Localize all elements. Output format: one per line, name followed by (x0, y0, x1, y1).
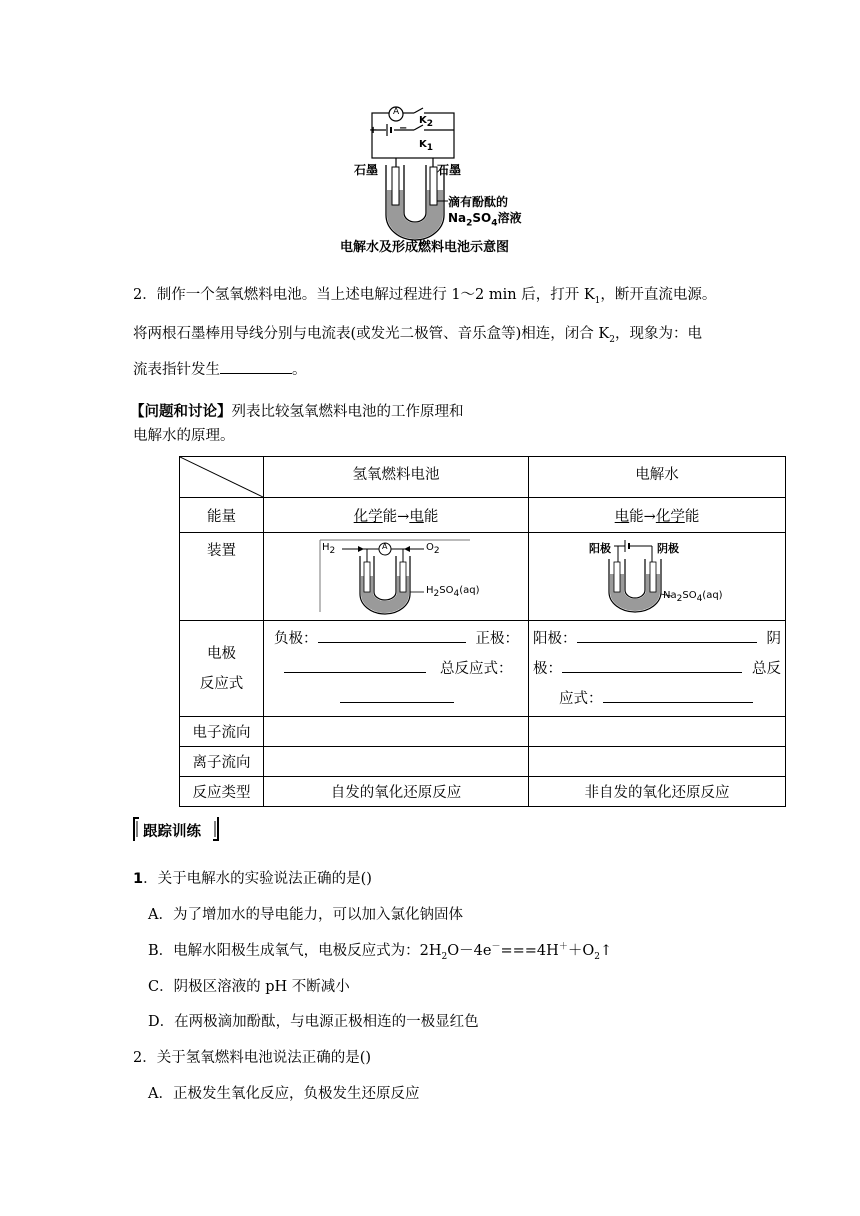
discussion-line2: 电解水的原理。 (133, 428, 235, 444)
table-row-ion (180, 747, 786, 777)
solution-label-1: 滴有酚酞的 (448, 195, 509, 209)
energy-electrolysis: 电能→化学能 (529, 498, 786, 533)
ion-electrolysis[interactable] (529, 747, 786, 777)
q1-option-c[interactable]: C．阴极区溶液的 pH 不断减小 (148, 979, 350, 995)
fuel-cell-figure (264, 534, 528, 620)
ion-fuel-cell[interactable] (264, 747, 529, 777)
el-anode-blank[interactable] (577, 628, 757, 643)
table-row-energy (180, 498, 786, 533)
cathode-label: 阴极 (657, 541, 679, 555)
switch-k1-label: $K_1$ (419, 139, 434, 153)
electrolysis-cell-figure (529, 534, 783, 620)
question-1: 1．关于电解水的实验说法正确的是() (133, 871, 372, 887)
fc-negative-blank[interactable] (318, 628, 466, 643)
solution-label-2: $Na_2SO_4$溶液 (448, 211, 522, 229)
step2-line1: 2．制作一个氢氧燃料电池。当上述电解过程进行 1～2 min 后，打开 $K_1$，断开直流电源。 (133, 287, 717, 306)
electrolysis-diagram (340, 105, 530, 255)
electrolysis-device (529, 533, 786, 621)
electrolysis-electrode-reactions: 阳极： 阴 极： 总反 应式： (529, 621, 786, 717)
table-row-device (180, 533, 786, 621)
q1-option-b[interactable]: B．电解水阳极生成氧气，电极反应式为：$2H_2O-4e^-===4H^++O_2↑$ (148, 942, 613, 962)
table-row-electron (180, 717, 786, 747)
ammeter-label: A (393, 107, 400, 117)
na2so4-label: $Na_2SO_4(aq)$ (663, 589, 723, 604)
el-cathode-blank[interactable] (562, 658, 742, 673)
q1-option-a[interactable]: A．为了增加水的导电能力，可以加入氯化钠固体 (148, 907, 463, 923)
question-2: 2．关于氢氧燃料电池说法正确的是() (133, 1050, 372, 1066)
row-label-device: 装置 (180, 533, 264, 621)
training-title: 跟踪训练 (143, 824, 201, 840)
header-electrolysis: 电解水 (529, 457, 786, 498)
left-electrode-label: 石墨 (354, 163, 379, 177)
question-1-text: ．关于电解水的实验说法正确的是() (143, 871, 372, 887)
fc-ammeter-label: A (382, 541, 388, 551)
table-row-type (180, 777, 786, 807)
row-label-electrode: 电极 反应式 (180, 621, 264, 717)
battery-minus: − (399, 123, 408, 134)
fc-positive-blank[interactable] (284, 658, 426, 673)
discussion-line1: 【问题和讨论】列表比较氢氧燃料电池的工作原理和 (130, 403, 464, 420)
row-label-energy: 能量 (180, 498, 264, 533)
row-label-type: 反应类型 (180, 777, 264, 807)
anode-label: 阳极 (589, 541, 611, 555)
h2so4-label: $H_2SO_4(aq)$ (426, 584, 480, 599)
table-header-row (180, 457, 786, 498)
h2-label: $H_2$ (322, 541, 336, 556)
diagonal-header-cell (180, 457, 264, 498)
answer-blank[interactable] (220, 359, 292, 374)
row-label-ion: 离子流向 (180, 747, 264, 777)
fuel-cell-electrode-reactions: 负极： 正极： 总反应式： (264, 621, 529, 717)
step2-line3: 流表指针发生 。 (133, 358, 307, 379)
electron-fuel-cell[interactable] (264, 717, 529, 747)
row-label-electron: 电子流向 (180, 717, 264, 747)
o2-label: $O_2$ (426, 541, 440, 556)
q2-option-a[interactable]: A．正极发生氧化反应，负极发生还原反应 (148, 1086, 420, 1102)
right-electrode-label: 石墨 (437, 163, 462, 177)
switch-k2-label: $K_2$ (419, 115, 434, 129)
comparison-table (179, 456, 786, 807)
electron-electrolysis[interactable] (529, 717, 786, 747)
type-electrolysis: 非自发的氧化还原反应 (529, 777, 786, 807)
training-title-box (131, 815, 221, 843)
table-row-electrode (180, 621, 786, 717)
battery-plus: + (369, 125, 378, 136)
el-total-blank[interactable] (603, 688, 753, 703)
q1-option-d[interactable]: D．在两极滴加酚酞，与电源正极相连的一极显红色 (148, 1014, 479, 1030)
header-fuel-cell: 氢氧燃料电池 (264, 457, 529, 498)
step2-line2: 将两根石墨棒用导线分别与电流表(或发光二极管、音乐盒等)相连，闭合 $K_2$，现象为：电 (133, 326, 702, 345)
fuel-cell-device (264, 533, 529, 621)
fc-total-blank[interactable] (340, 688, 454, 703)
type-fuel-cell: 自发的氧化还原反应 (264, 777, 529, 807)
energy-fuel-cell: 化学能→电能 (264, 498, 529, 533)
diagram-caption: 电解水及形成燃料电池示意图 (340, 240, 510, 255)
